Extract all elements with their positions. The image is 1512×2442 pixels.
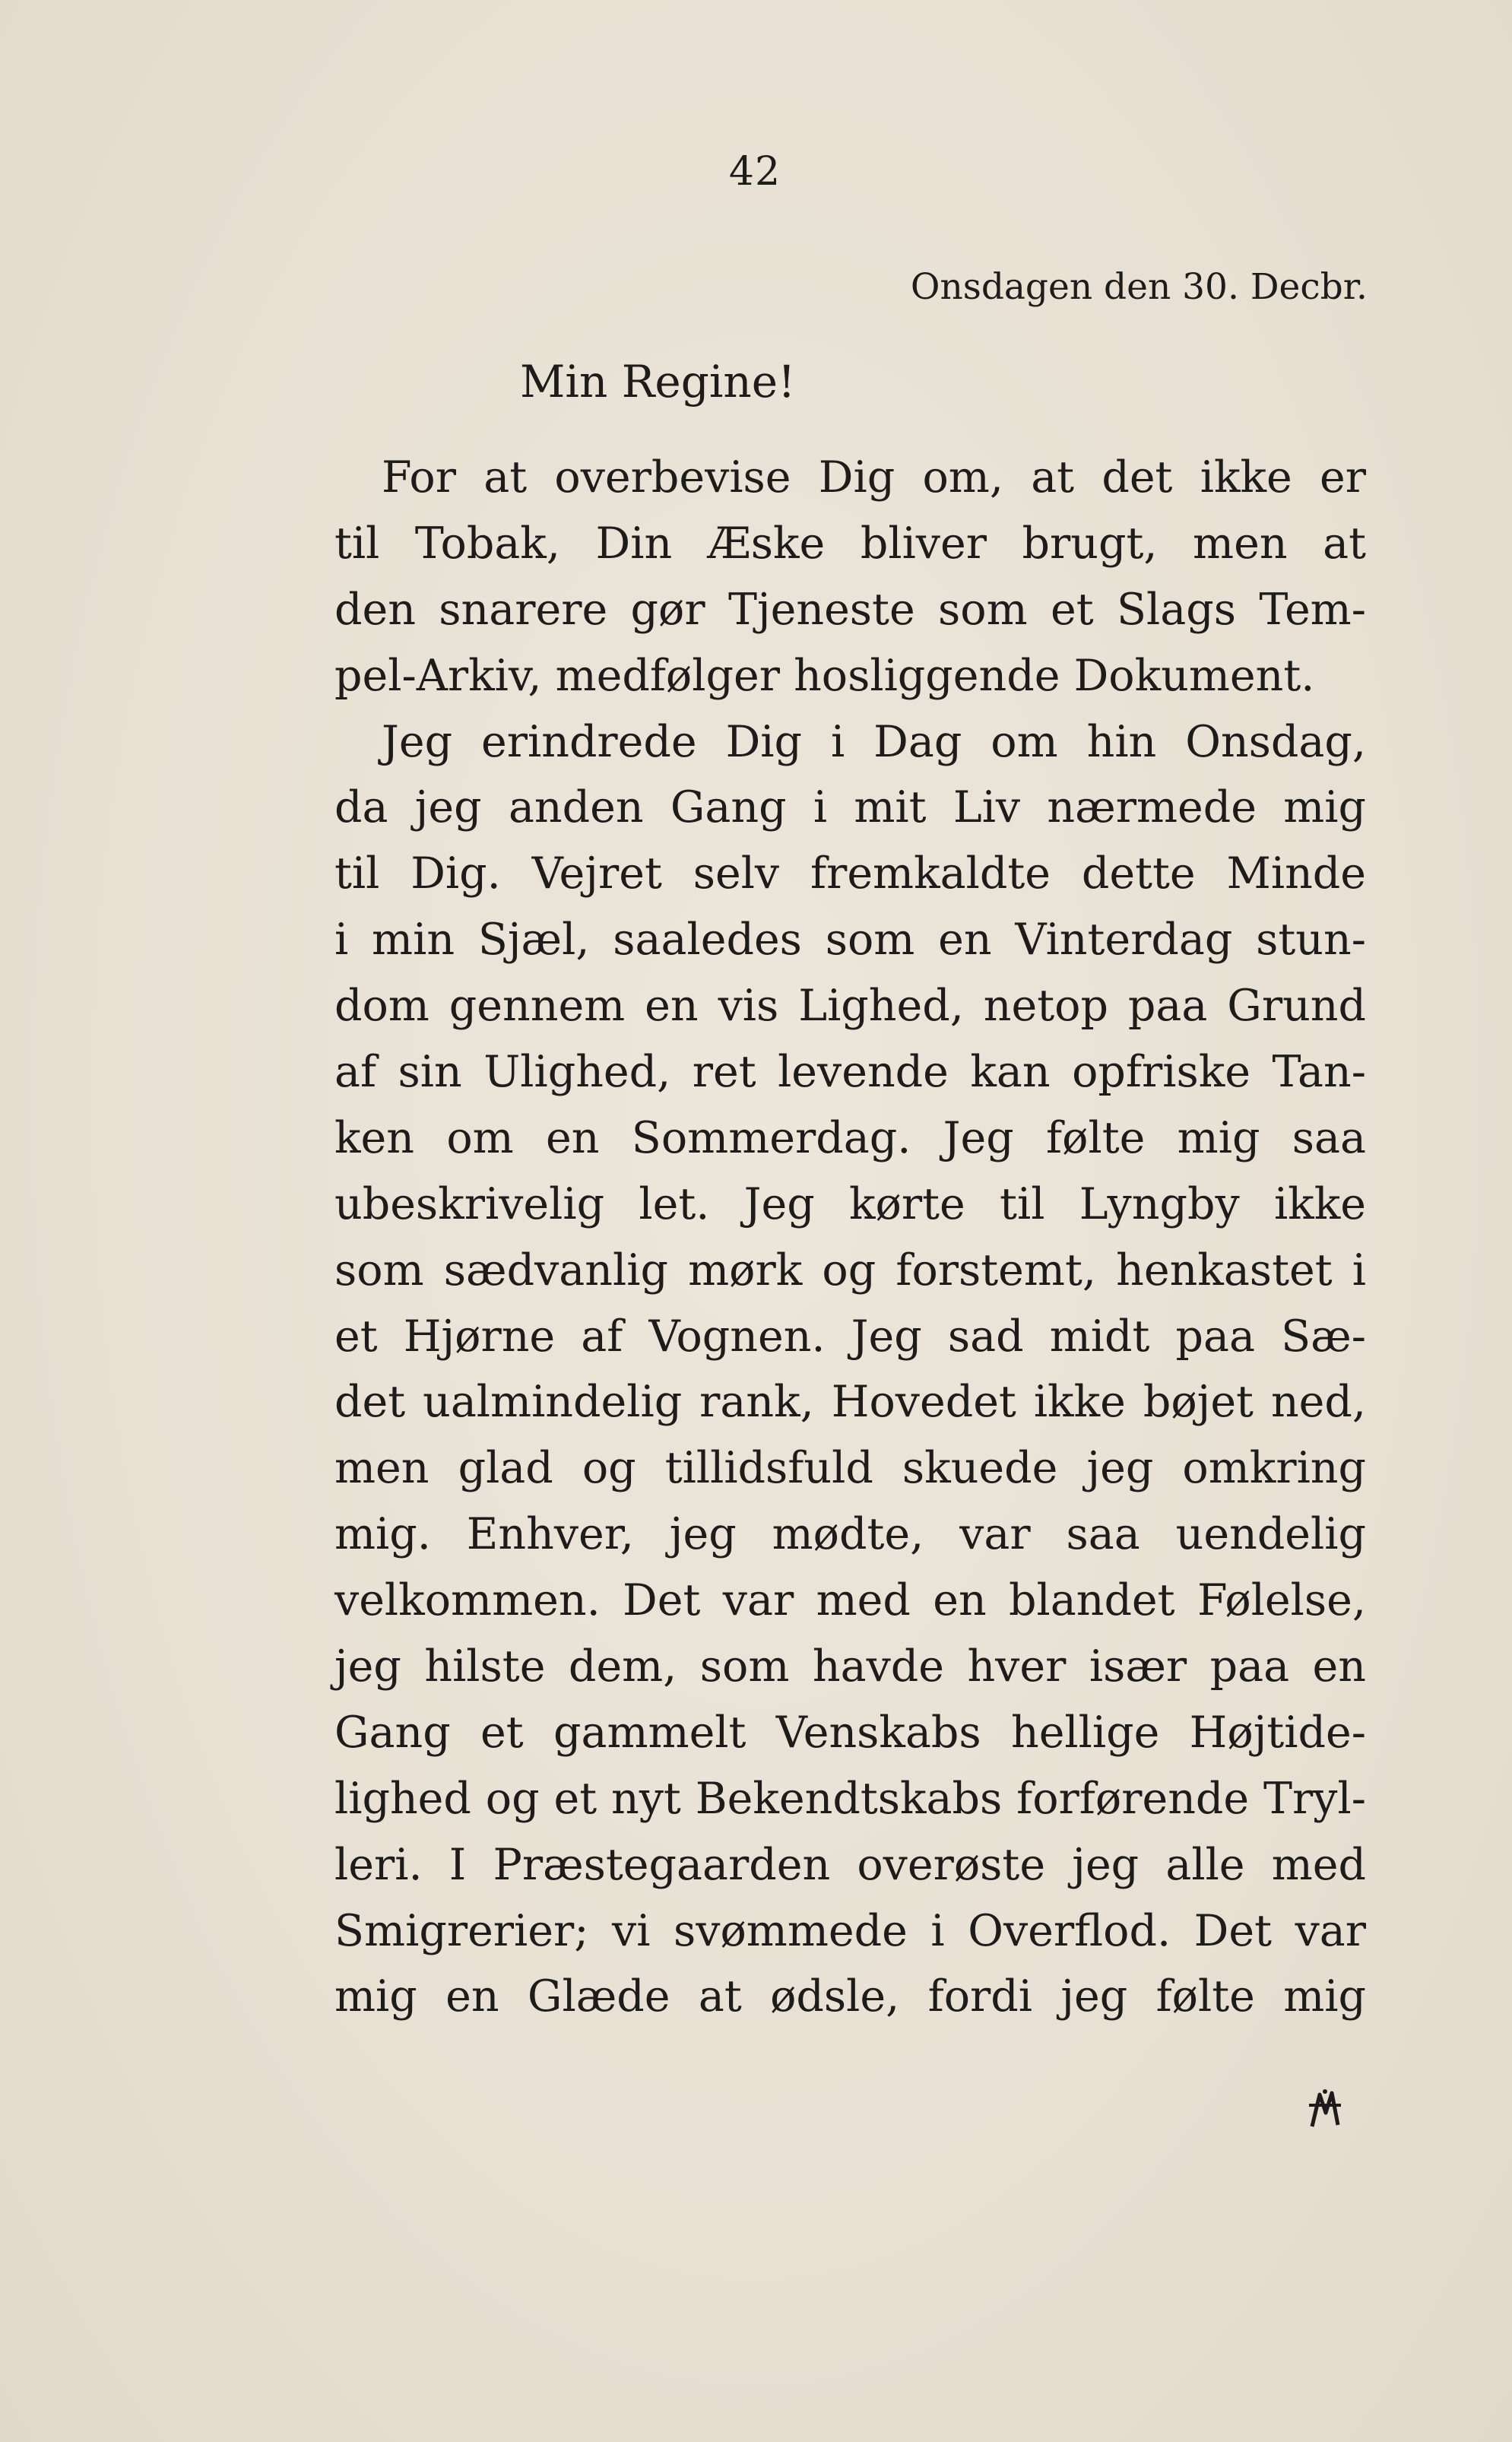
letter-date: Onsdagen den 30. Decbr. xyxy=(910,266,1368,308)
text-line: men glad og tillidsfuld skuede jeg omkring xyxy=(334,1443,1366,1494)
text-line: Gang et gammelt Venskabs hellige Højtide- xyxy=(334,1707,1366,1758)
page-number: 42 xyxy=(728,149,781,195)
printer-ornament-icon xyxy=(1306,2087,1344,2130)
text-line: For at overbevise Dig om, at det ikke er xyxy=(382,452,1366,503)
text-line: af sin Ulighed, ret levende kan opfriske Tan- xyxy=(334,1047,1366,1098)
text-line: ken om en Sommerdag. Jeg følte mig saa xyxy=(334,1112,1366,1163)
text-line: ubeskrivelig let. Jeg kørte til Lyngby ikke xyxy=(334,1178,1366,1229)
text-line: i min Sjæl, saaledes som en Vinterdag stun- xyxy=(334,915,1366,966)
text-line: velkommen. Det var med en blandet Følelse, xyxy=(334,1575,1366,1626)
text-line: jeg hilste dem, som havde hver især paa en xyxy=(334,1641,1366,1692)
text-line: pel-Arkiv, medfølger hosliggende Dokument. xyxy=(334,650,1315,701)
text-line: leri. I Præstegaarden overøste jeg alle med xyxy=(334,1839,1366,1890)
text-line: Smigrerier; vi svømmede i Overflod. Det var xyxy=(334,1905,1366,1956)
text-line: til Dig. Vejret selv fremkaldte dette Minde xyxy=(334,848,1366,899)
text-line: dom gennem en vis Lighed, netop paa Grund xyxy=(334,981,1366,1032)
text-line: Jeg erindrede Dig i Dag om hin Onsdag, xyxy=(382,716,1366,767)
letter-body xyxy=(334,445,1366,2030)
text-line: det ualmindelig rank, Hovedet ikke bøjet ned, xyxy=(334,1377,1366,1428)
letter-salutation: Min Regine! xyxy=(520,356,796,408)
text-line: til Tobak, Din Æske bliver brugt, men at xyxy=(334,518,1366,569)
text-line: da jeg anden Gang i mit Liv nærmede mig xyxy=(334,782,1366,833)
text-line: som sædvanlig mørk og forstemt, henkastet i xyxy=(334,1245,1366,1296)
text-line: den snarere gør Tjeneste som et Slags Tem- xyxy=(334,584,1366,635)
text-line: mig. Enhver, jeg mødte, var saa uendelig xyxy=(334,1509,1366,1560)
text-line: mig en Glæde at ødsle, fordi jeg følte mig xyxy=(334,1971,1366,2022)
text-line: lighed og et nyt Bekendtskabs forførende Tryl- xyxy=(334,1773,1366,1824)
text-line: et Hjørne af Vognen. Jeg sad midt paa Sæ- xyxy=(334,1311,1366,1362)
